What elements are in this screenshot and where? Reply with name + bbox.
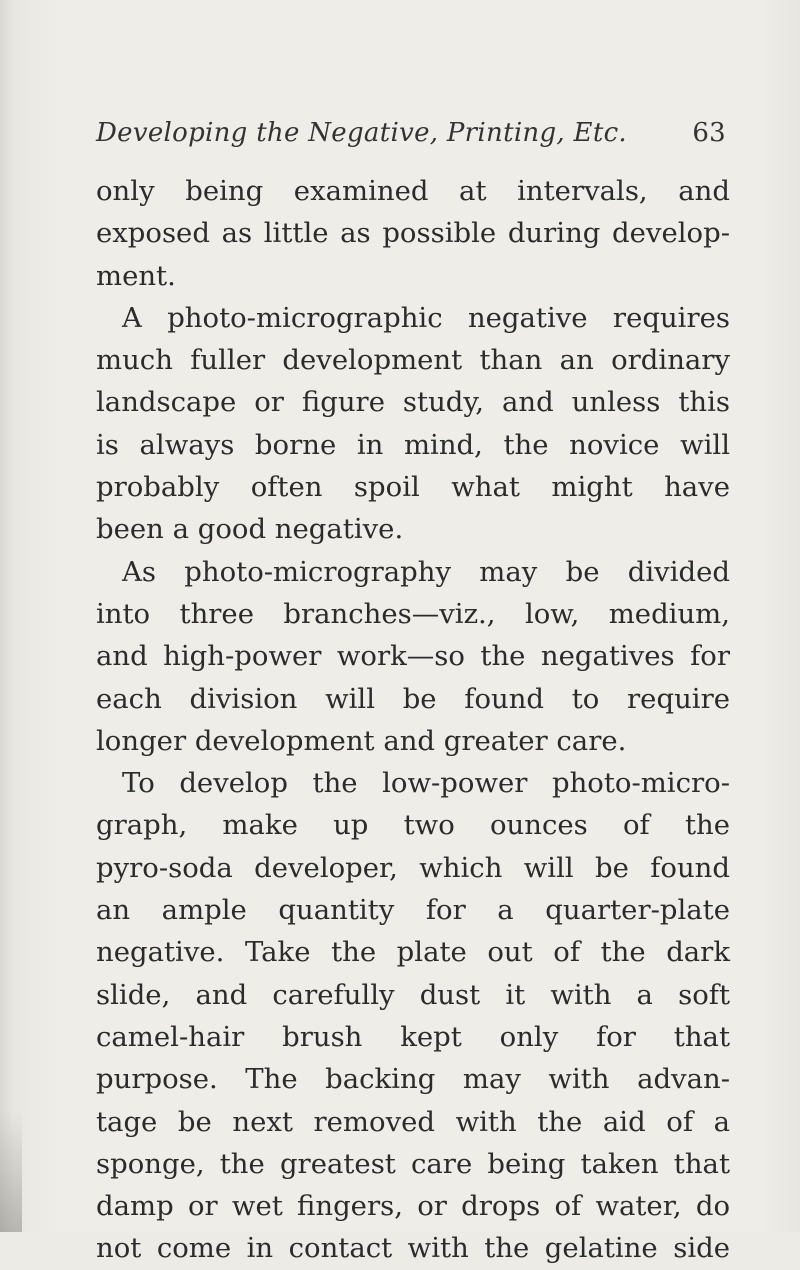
- page-edge-shadow: [0, 1110, 22, 1232]
- text-line: graph, make up two ounces of the: [96, 809, 730, 842]
- text-line: not come in contact with the gelatine side: [96, 1232, 730, 1265]
- text-line: probably often spoil what might have: [96, 471, 730, 504]
- page-header: [96, 118, 726, 158]
- running-title: Developing the Negative, Printing, Etc.: [96, 118, 628, 148]
- text-line: been a good negative.: [96, 513, 404, 546]
- text-line: slide, and carefully dust it with a soft: [96, 978, 730, 1011]
- text-line: landscape or figure study, and unless this: [96, 386, 730, 419]
- text-line: To develop the low-power photo-micro-: [122, 767, 730, 800]
- text-line: is always borne in mind, the novice will: [96, 428, 730, 461]
- body-text: [96, 170, 730, 1270]
- text-line: only being examined at intervals, and: [96, 175, 730, 207]
- text-line: purpose. The backing may with advan-: [96, 1063, 730, 1096]
- page-number: 63: [692, 118, 726, 148]
- text-line: tage be next removed with the aid of a: [96, 1105, 730, 1138]
- text-line: exposed as little as possible during develop-: [96, 217, 730, 250]
- text-line: sponge, the greatest care being taken that: [96, 1147, 730, 1180]
- text-line: much fuller development than an ordinary: [96, 344, 730, 377]
- text-line: longer development and greater care.: [96, 724, 627, 757]
- text-line: camel-hair brush kept only for that: [96, 1020, 730, 1053]
- text-line: As photo-micrography may be divided: [122, 555, 730, 588]
- text-line: and high-power work—so the negatives for: [96, 640, 730, 673]
- text-line: an ample quantity for a quarter-plate: [96, 894, 730, 927]
- text-line: ment.: [96, 259, 176, 292]
- text-line: negative. Take the plate out of the dark: [96, 936, 730, 969]
- text-line: damp or wet fingers, or drops of water, do: [96, 1190, 730, 1223]
- text-line: pyro-soda developer, which will be found: [96, 851, 730, 884]
- text-line: into three branches—viz., low, medium,: [96, 597, 730, 630]
- text-line: A photo-micrographic negative requires: [122, 301, 730, 334]
- text-line: each division will be found to require: [96, 682, 730, 715]
